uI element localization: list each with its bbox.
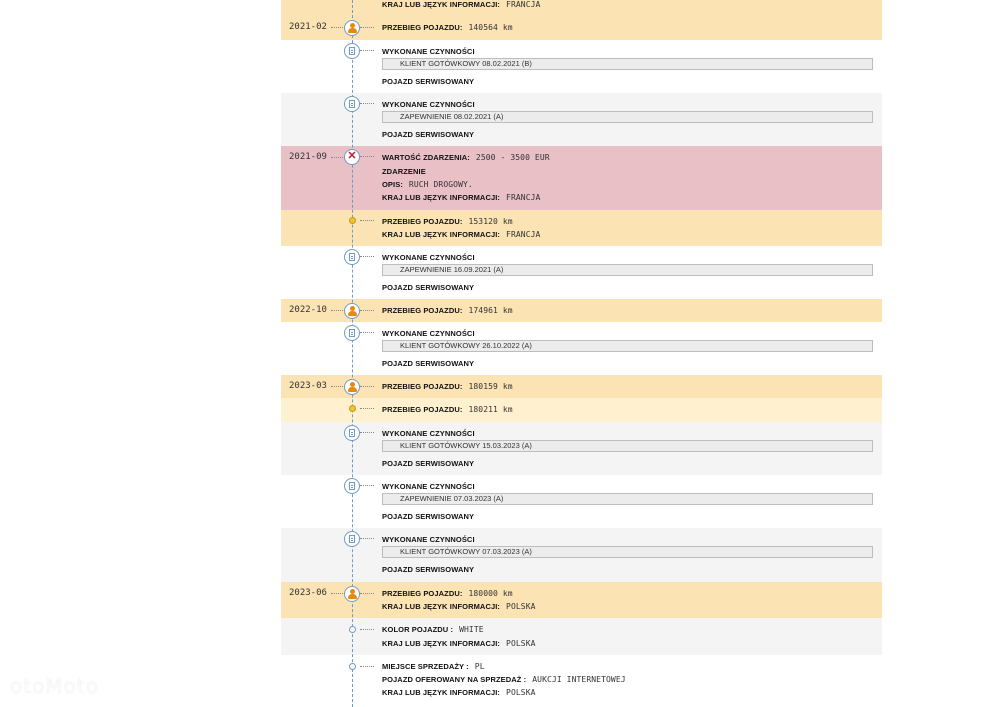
connector-dash: [360, 332, 374, 333]
country-field: [382, 193, 540, 202]
country-field-value: FRANCJA: [506, 0, 541, 9]
mileage-field: [382, 217, 513, 226]
timeline-row-service: [281, 93, 882, 146]
person-icon: [344, 586, 360, 602]
connector-dash: [360, 103, 374, 104]
event-date: 2023-06: [289, 588, 327, 598]
event-value-field-value: 2500 - 3500 EUR: [475, 153, 550, 162]
serviced-label: [382, 459, 474, 468]
country-field: [382, 639, 536, 648]
document-glyph: [349, 253, 355, 261]
event-date: 2022-10: [289, 305, 327, 315]
mileage-field-value: 140564 km: [468, 23, 513, 32]
timeline-row-partial-kraj: [281, 0, 882, 16]
event-description-value: RUCH DROGOWY.: [408, 180, 473, 189]
mileage-field-label: PRZEBIEG POJAZDU:: [382, 23, 463, 32]
person-glyph: [348, 382, 357, 392]
connector-dash: [360, 485, 374, 486]
watermark-logo: otoMoto: [10, 674, 99, 698]
document-glyph: [349, 329, 355, 337]
event-heading: [382, 167, 426, 176]
mileage-field: [382, 405, 513, 414]
timeline-row-service: [281, 322, 882, 375]
date-dash: [331, 27, 345, 28]
timeline-row-event: [281, 146, 882, 210]
actions-heading: [382, 253, 475, 262]
country-field-label: KRAJ LUB JĘZYK INFORMACJI:: [382, 0, 501, 9]
document-icon: [344, 425, 360, 441]
person-body: [348, 594, 357, 599]
connector-dash: [360, 432, 374, 433]
country-field-label: KRAJ LUB JĘZYK INFORMACJI:: [382, 602, 501, 611]
sale-place-field-value: PL: [474, 662, 485, 671]
date-dash: [331, 593, 345, 594]
timeline-row-mileage: [281, 375, 882, 398]
mileage-field-label: PRZEBIEG POJAZDU:: [382, 217, 463, 226]
actions-heading: [382, 535, 475, 544]
tools-glyph: ✕: [347, 150, 357, 162]
date-dash: [331, 157, 345, 158]
tools-icon: [344, 149, 360, 165]
country-field-value: POLSKA: [506, 639, 536, 648]
connector-dash: [360, 50, 374, 51]
timeline-row-service: [281, 422, 882, 475]
sale-offered-field-value: AUKCJI INTERNETOWEJ: [532, 675, 626, 684]
connector-dash: [360, 220, 374, 221]
actions-heading: [382, 329, 475, 338]
document-icon: [344, 249, 360, 265]
timeline-row-sale: [281, 655, 882, 707]
country-field-value: POLSKA: [506, 688, 536, 697]
timeline-row-color: [281, 618, 882, 655]
color-field: [382, 625, 484, 634]
mileage-field-value: 153120 km: [468, 217, 513, 226]
connector-dash: [360, 593, 374, 594]
serviced-label: [382, 359, 474, 368]
actions-heading: [382, 100, 475, 109]
event-description-label: OPIS:: [382, 180, 403, 189]
connector-dash: [360, 538, 374, 539]
action-item: ZAPEWNIENIE 07.03.2023 (A): [382, 493, 873, 505]
actions-heading: [382, 482, 475, 491]
actions-heading-label: WYKONANE CZYNNOŚCI: [382, 253, 475, 262]
timeline-row-mileage: [281, 210, 882, 246]
connector-dash: [360, 310, 374, 311]
vehicle-history-panel: [281, 0, 882, 707]
country-field: [382, 602, 536, 611]
mileage-field-label: PRZEBIEG POJAZDU:: [382, 382, 463, 391]
person-glyph: [348, 306, 357, 316]
connector-dash: [360, 27, 374, 28]
serviced-label: [382, 512, 474, 521]
serviced-label-label: POJAZD SERWISOWANY: [382, 359, 475, 368]
person-icon: [344, 379, 360, 395]
timeline-row-mileage: [281, 299, 882, 322]
country-field-label: KRAJ LUB JĘZYK INFORMACJI:: [382, 688, 501, 697]
document-icon: [344, 325, 360, 341]
mileage-dot-icon: [349, 217, 356, 224]
actions-heading-label: WYKONANE CZYNNOŚCI: [382, 535, 475, 544]
serviced-label-label: POJAZD SERWISOWANY: [382, 565, 475, 574]
serviced-label: [382, 565, 474, 574]
country-field-value: FRANCJA: [506, 230, 541, 239]
serviced-label-label: POJAZD SERWISOWANY: [382, 77, 475, 86]
sale-place-field: [382, 662, 485, 671]
actions-heading-label: WYKONANE CZYNNOŚCI: [382, 329, 475, 338]
color-field-label: KOLOR POJAZDU :: [382, 625, 454, 634]
connector-dash: [360, 156, 374, 157]
event-heading-label: ZDARZENIE: [382, 167, 426, 176]
event-value-field-label: WARTOŚĆ ZDARZENIA:: [382, 153, 470, 162]
timeline-row-mileage: [281, 16, 882, 40]
person-body: [348, 387, 357, 392]
action-item: KLIENT GOTÓWKOWY 26.10.2022 (A): [382, 340, 873, 352]
info-dot-icon: [349, 626, 356, 633]
document-icon: [344, 478, 360, 494]
mileage-field: [382, 589, 513, 598]
document-icon: [344, 531, 360, 547]
connector-dash: [360, 386, 374, 387]
country-field: [382, 688, 536, 697]
person-glyph: [348, 589, 357, 599]
document-glyph: [349, 429, 355, 437]
document-icon: [344, 96, 360, 112]
country-field-value: POLSKA: [506, 602, 536, 611]
person-body: [348, 311, 357, 316]
timeline-row-mileage: [281, 398, 882, 422]
actions-heading-label: WYKONANE CZYNNOŚCI: [382, 429, 475, 438]
document-glyph: [349, 47, 355, 55]
action-item: KLIENT GOTÓWKOWY 07.03.2023 (A): [382, 546, 873, 558]
sale-place-field-label: MIEJSCE SPRZEDAŻY :: [382, 662, 469, 671]
event-date: 2023-03: [289, 381, 327, 391]
mileage-field: [382, 23, 513, 32]
serviced-label-label: POJAZD SERWISOWANY: [382, 459, 475, 468]
sale-offered-field: [382, 675, 626, 684]
serviced-label: [382, 283, 474, 292]
connector-dash: [360, 629, 374, 630]
date-dash: [331, 310, 345, 311]
date-dash: [331, 386, 345, 387]
event-description: [382, 180, 473, 189]
country-field-label: KRAJ LUB JĘZYK INFORMACJI:: [382, 639, 501, 648]
sale-offered-field-label: POJAZD OFEROWANY NA SPRZEDAŻ :: [382, 675, 527, 684]
country-field: [382, 230, 540, 239]
event-value-field: [382, 153, 550, 162]
serviced-label-label: POJAZD SERWISOWANY: [382, 283, 475, 292]
serviced-label-label: POJAZD SERWISOWANY: [382, 512, 475, 521]
timeline-row-service: [281, 246, 882, 299]
actions-heading: [382, 47, 475, 56]
mileage-field-value: 174961 km: [468, 306, 513, 315]
event-date: 2021-09: [289, 152, 327, 162]
actions-heading-label: WYKONANE CZYNNOŚCI: [382, 100, 475, 109]
country-field-label: KRAJ LUB JĘZYK INFORMACJI:: [382, 230, 501, 239]
connector-dash: [360, 256, 374, 257]
action-item: KLIENT GOTÓWKOWY 15.03.2023 (A): [382, 440, 873, 452]
mileage-field-value: 180211 km: [468, 405, 513, 414]
mileage-field-label: PRZEBIEG POJAZDU:: [382, 306, 463, 315]
mileage-field-value: 180000 km: [468, 589, 513, 598]
mileage-field-label: PRZEBIEG POJAZDU:: [382, 405, 463, 414]
mileage-dot-icon: [349, 405, 356, 412]
serviced-label: [382, 130, 474, 139]
info-dot-icon: [349, 663, 356, 670]
actions-heading-label: WYKONANE CZYNNOŚCI: [382, 482, 475, 491]
connector-dash: [360, 666, 374, 667]
mileage-field: [382, 306, 513, 315]
document-glyph: [349, 535, 355, 543]
mileage-field: [382, 382, 513, 391]
timeline-row-mileage: [281, 582, 882, 618]
person-glyph: [348, 23, 357, 33]
mileage-field-value: 180159 km: [468, 382, 513, 391]
timeline-row-service: [281, 40, 882, 93]
document-glyph: [349, 482, 355, 490]
serviced-label-label: POJAZD SERWISOWANY: [382, 130, 475, 139]
action-item: ZAPEWNIENIE 16.09.2021 (A): [382, 264, 873, 276]
person-icon: [344, 20, 360, 36]
timeline-row-service: [281, 475, 882, 528]
person-icon: [344, 303, 360, 319]
mileage-field-label: PRZEBIEG POJAZDU:: [382, 589, 463, 598]
document-icon: [344, 43, 360, 59]
actions-heading-label: WYKONANE CZYNNOŚCI: [382, 47, 475, 56]
connector-dash: [360, 408, 374, 409]
actions-heading: [382, 429, 475, 438]
person-body: [348, 28, 357, 33]
serviced-label: [382, 77, 474, 86]
country-field: [382, 0, 540, 9]
document-glyph: [349, 100, 355, 108]
action-item: ZAPEWNIENIE 08.02.2021 (A): [382, 111, 873, 123]
action-item: KLIENT GOTÓWKOWY 08.02.2021 (B): [382, 58, 873, 70]
event-date: 2021-02: [289, 22, 327, 32]
country-field-value: FRANCJA: [506, 193, 541, 202]
timeline-row-service: [281, 528, 882, 582]
color-field-value: WHITE: [459, 625, 484, 634]
country-field-label: KRAJ LUB JĘZYK INFORMACJI:: [382, 193, 501, 202]
